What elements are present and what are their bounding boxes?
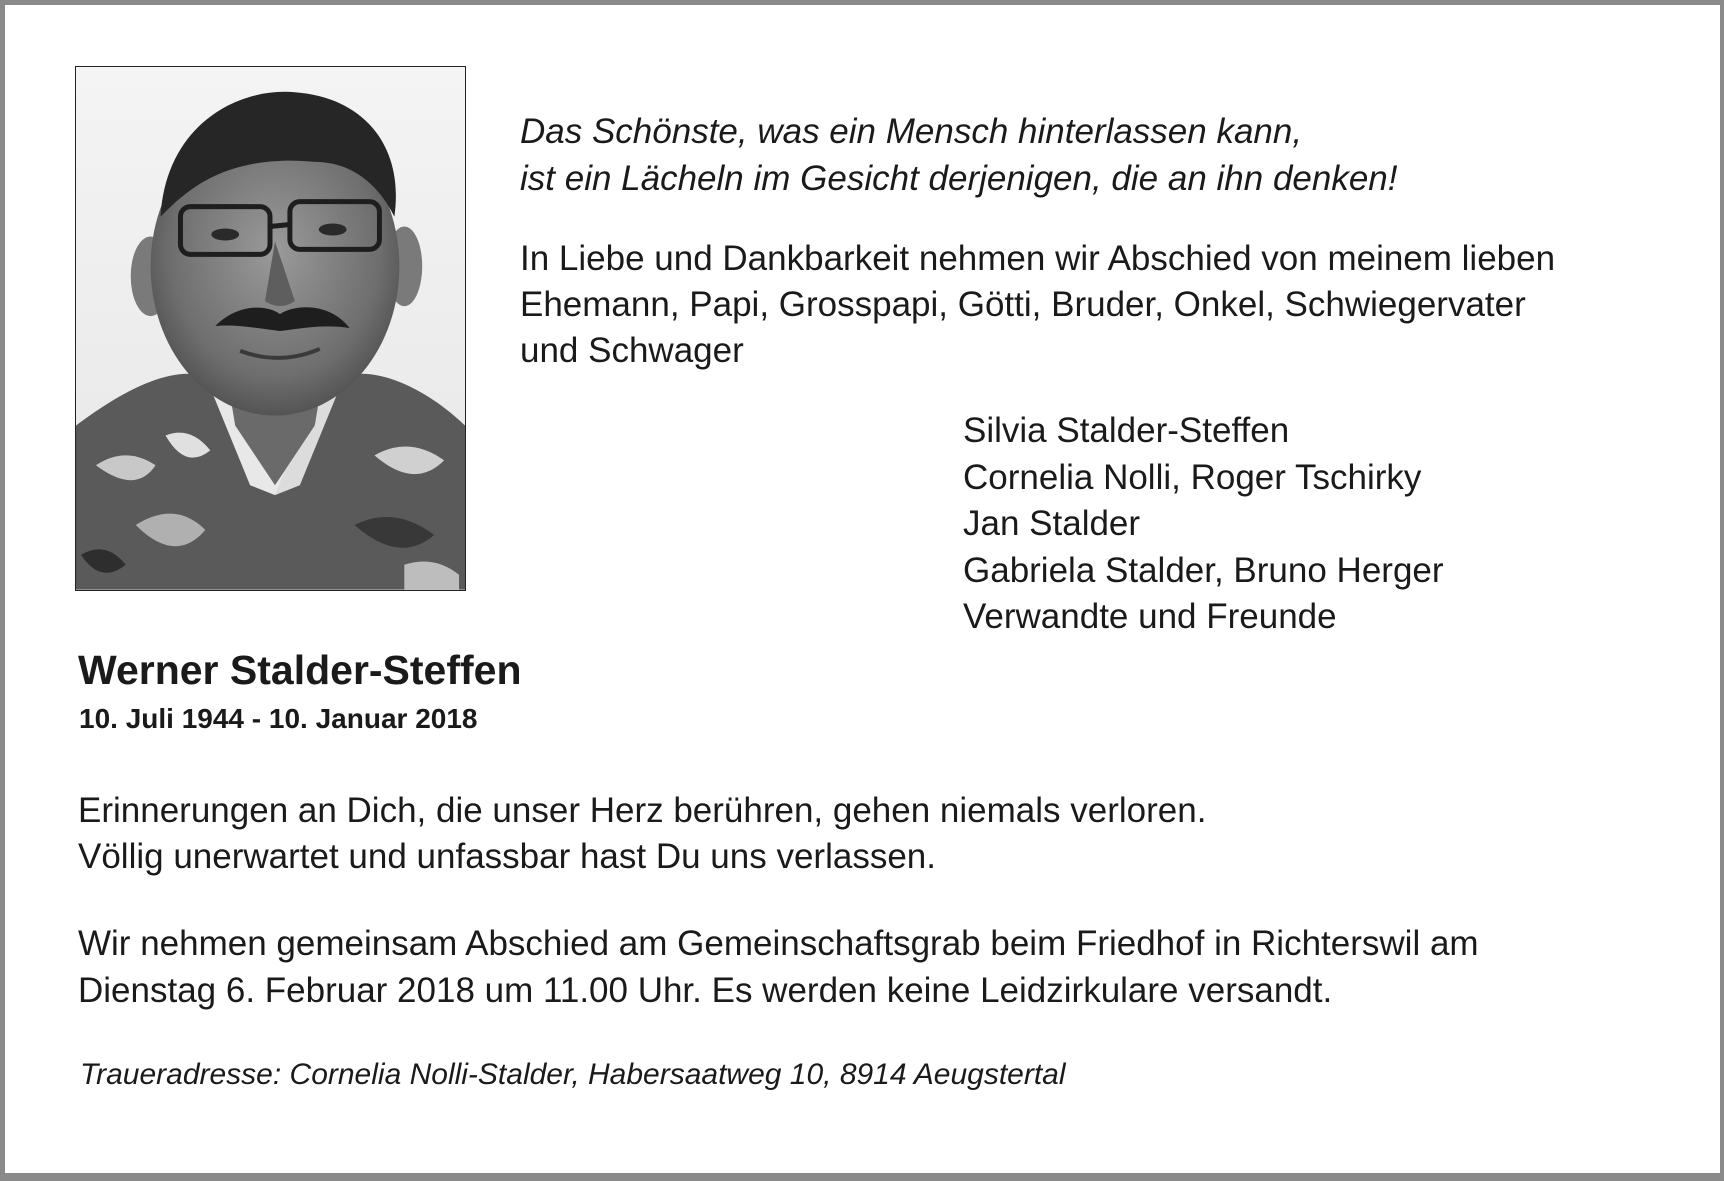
- mourner-entry: Silvia Stalder-Steffen: [963, 411, 1290, 450]
- mourner-entry: Gabriela Stalder, Bruno Herger: [963, 550, 1444, 590]
- mourners-list: [963, 408, 1444, 641]
- intro-line: In Liebe und Dankbarkeit nehmen wir Abschied von meinem lieben: [520, 239, 1556, 278]
- mourner-entry: Jan Stalder: [963, 504, 1141, 543]
- memorial-quote: [520, 108, 1398, 202]
- memory-line: Völlig unerwartet und unfassbar hast Du uns verlassen.: [78, 837, 936, 876]
- portrait-photo: [75, 66, 466, 591]
- farewell-intro: [520, 236, 1555, 374]
- intro-line: Ehemann, Papi, Grosspapi, Götti, Bruder, Onkel, Schwiegervater: [520, 285, 1526, 324]
- memory-line: Erinnerungen an Dich, die unser Herz berühren, gehen niemals verloren.: [78, 791, 1207, 830]
- ceremony-line: Wir nehmen gemeinsam Abschied am Gemeinschaftsgrab beim Friedhof in Richterswil am: [78, 924, 1479, 963]
- mourner-entry: Verwandte und Freunde: [963, 597, 1337, 636]
- quote-line: ist ein Lächeln im Gesicht derjenigen, die an ihn denken!: [520, 159, 1398, 198]
- mourner-entry: Cornelia Nolli, Roger Tschirky: [963, 457, 1422, 497]
- quote-line: Das Schönste, was ein Mensch hinterlassen kann,: [520, 112, 1303, 151]
- memory-text: [78, 788, 1206, 880]
- ceremony-notice: [78, 920, 1479, 1014]
- ceremony-line: Dienstag 6. Februar 2018 um 11.00 Uhr. Es werden keine Leidzirkulare versandt.: [78, 971, 1333, 1010]
- life-dates: 10. Juli 1944 - 10. Januar 2018: [79, 703, 478, 734]
- intro-line: und Schwager: [520, 331, 744, 370]
- deceased-name: Werner Stalder-Steffen: [78, 647, 522, 693]
- mourning-address: Traueradresse: Cornelia Nolli-Stalder, Habersaatweg 10, 8914 Aeugstertal: [80, 1058, 1066, 1091]
